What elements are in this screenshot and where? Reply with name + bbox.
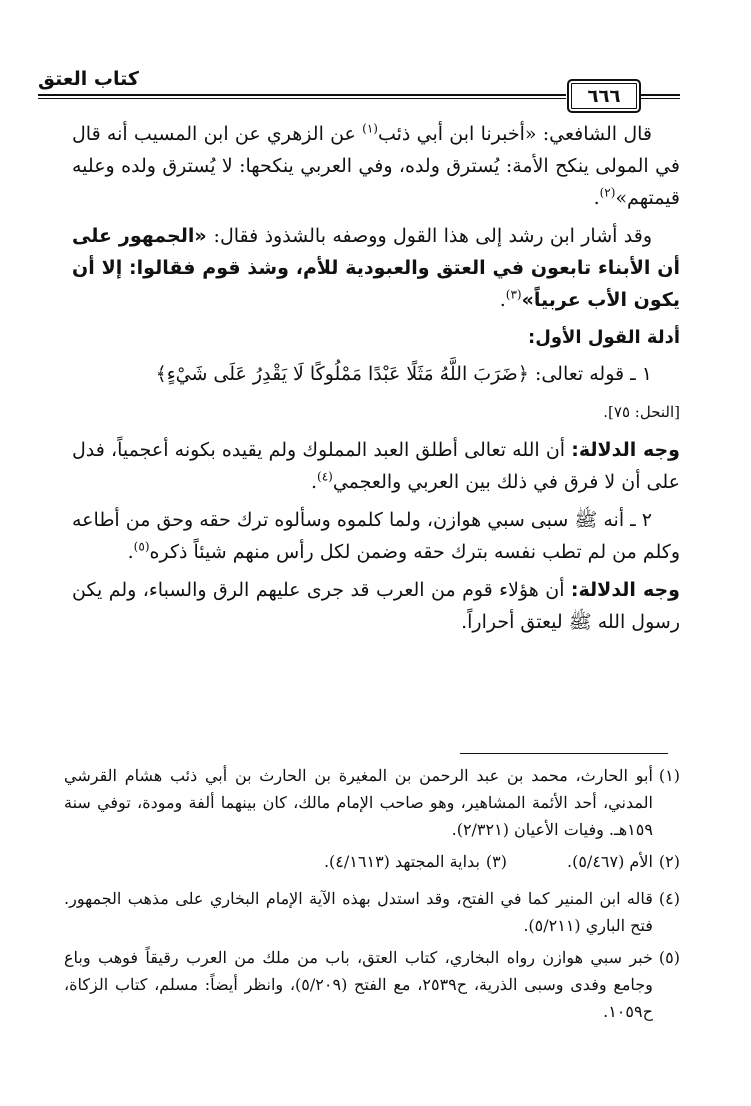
page-number: ٦٦٦: [567, 79, 641, 113]
wajh-dalala-2: وجه الدلالة: أن هؤلاء قوم من العرب قد جرى عليهم الرق والسباء، ولم يكن رسول الله ﷺ ليعتق أحراراً.: [72, 579, 680, 633]
footnote-2: (٢) الأم (٥/٤٦٧).: [567, 852, 680, 871]
section-heading: أدلة القول الأول:: [528, 327, 680, 348]
header-rule-left: [38, 94, 566, 99]
paragraph-shafii: قال الشافعي: «أخبرنا ابن أبي ذئب$^{(١)}$ عن الزهري عن ابن المسيب أنه قال في المولى ينكح الأمة: يُسترق ولده، وفي العربي ينكحها: لا يُسترق ولده وعليه قيمتهم»$^{(٢)}$.: [72, 121, 680, 209]
footnote-separator: [460, 753, 668, 754]
footnote-5: (٥) خبر سبي هوازن رواه البخاري، كتاب العتق، باب من ملك من العرب رقيقاً فوهب وباع وجامع وفدى وسبى الذرية، ح٢٥٣٩، مع الفتح (٥/٢٠٩)، وانظر أيضاً: مسلم، كتاب الزكاة، ح١٠٥٩.: [64, 948, 680, 1021]
book-title: كتاب العتق: [38, 68, 139, 90]
footnote-ref-2: (٢): [599, 185, 616, 200]
ibn-rushd-quote: «الجمهور على أن الأبناء تابعون في العتق والعبودية للأم، وشذ قوم فقالوا: إلا أن يكون الأب عربياً»: [72, 225, 680, 311]
footnote-1: (١) أبو الحارث، محمد بن عبد الرحمن بن المغيرة بن الحارث بن أبي ذئب هشام القرشي المدني، أحد الأئمة المشاهير، وهو صاحب الإمام مالك، كان بينهما ألفة ومودة، توفي سنة ١٥٩هـ. وفيات الأعيان (٢/٣٢١).: [64, 766, 680, 839]
footnote-ref-1: (١): [362, 121, 378, 136]
footnote-3: (٣) بداية المجتهد (٤/١٦١٣).: [323, 852, 507, 871]
footnote-ref-3: (٣): [505, 287, 522, 302]
main-text: [72, 118, 680, 644]
footnote-4: (٤) قاله ابن المنير كما في الفتح، وقد استدل بهذه الآية الإمام البخاري على مذهب الجمهور. فتح الباري (٥/٢١١).: [64, 889, 680, 935]
footnote-ref-4: (٤): [317, 469, 333, 484]
evidence-2: ٢ ـ أنه ﷺ سبى سبي هوازن، ولما كلموه وسألوه ترك حقه وحق من أطاعه وكلم من لم تطب نفسه بترك حقه وضمن لكل رأس منهم شيئاً ذكره$^{(٥)}$.: [72, 509, 680, 563]
footnotes: [64, 762, 680, 1030]
footnote-row-2-3: [64, 848, 680, 880]
quran-reference: [النحل: ٧٥].: [603, 403, 680, 421]
footnote-ref-5: (٥): [133, 539, 150, 554]
header-rule-right: [640, 94, 680, 99]
evidence-1: ١ ـ قوله تعالى: ﴿ضَرَبَ اللَّهُ مَثَلًا عَبْدًا مَمْلُوكًا لَا يَقْدِرُ عَلَى شَيْءٍ﴾: [155, 363, 652, 385]
paragraph-ibn-rushd: وقد أشار ابن رشد إلى هذا القول ووصفه بالشذوذ فقال: «الجمهور على أن الأبناء تابعون في العتق والعبودية للأم، وشذ قوم فقالوا: إلا أن يكون الأب عربياً»$^{(٣)}$.: [72, 225, 680, 311]
wajh-dalala-1: وجه الدلالة: أن الله تعالى أطلق العبد المملوك ولم يقيده بكونه أعجمياً، فدل على أن لا فرق في ذلك بين العربي والعجمي$^{(٤)}$.: [72, 439, 680, 493]
